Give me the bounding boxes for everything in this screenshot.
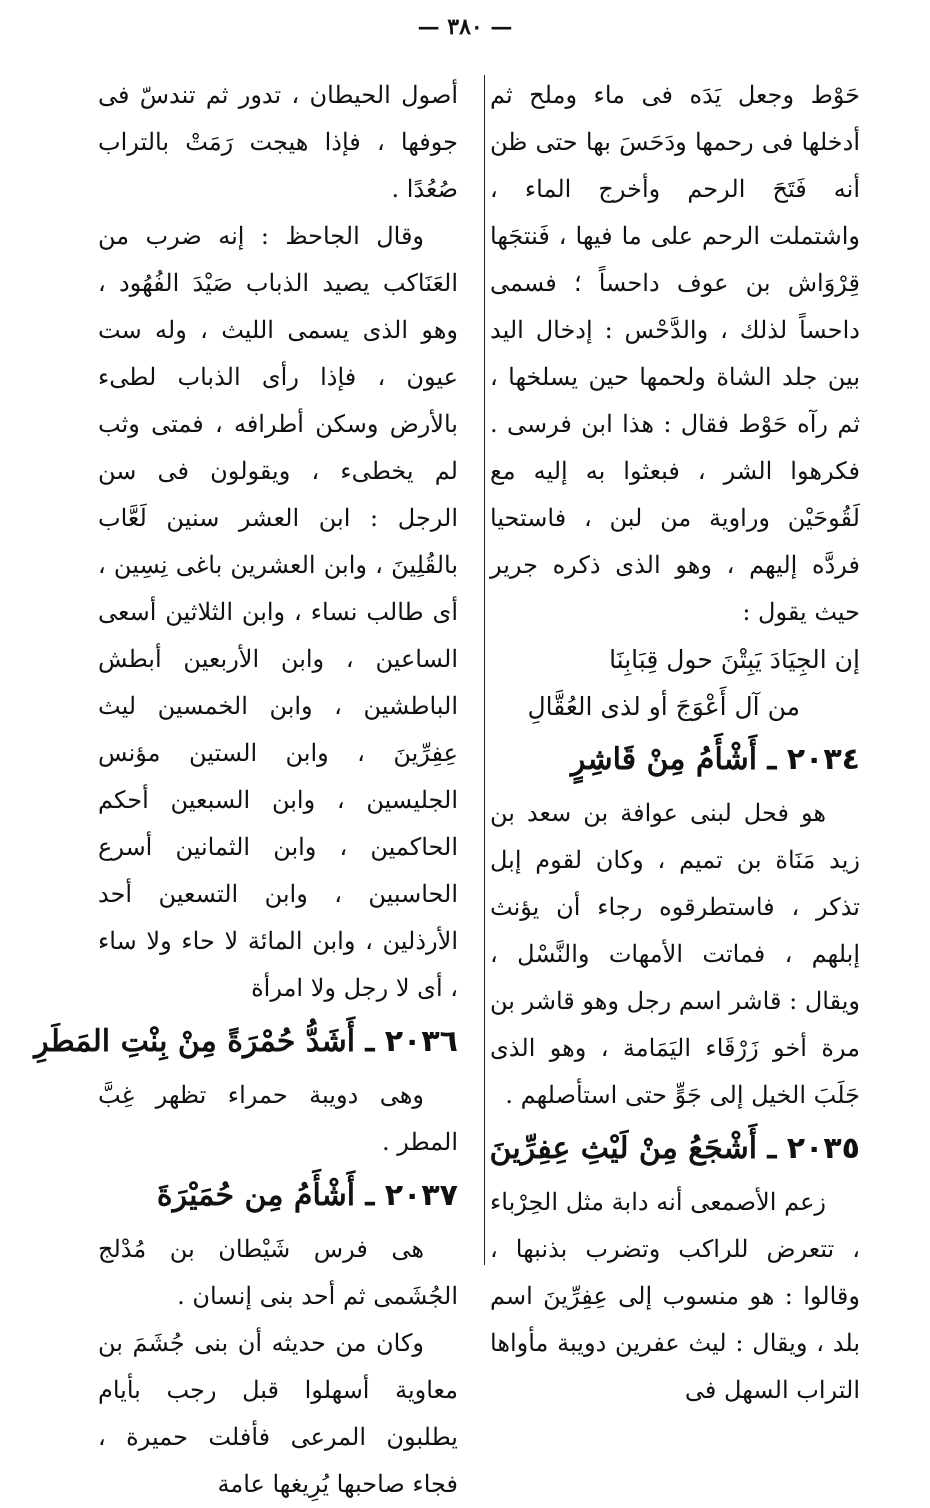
left-column [34,72,458,1508]
proverb-title: أَشَدُّ حُمْرَةً مِنْ بِنْتِ المَطَرِ [34,1024,356,1059]
heading-dash: ـ [355,1024,385,1059]
page-number: — ٣٨٠ — [417,14,513,40]
heading-dash: ـ [355,1178,385,1213]
body-paragraph: حَوْط وجعل يَدَه فى ماء وملح ثم أدخلها فى رحمها ودَحَسَ بها حتى ظن أنه فَتَحَ الرحم وأخرج الماء ، واشتملت الرحم على ما فيها ، فَنتجَها قِرْوَاش بن عوف داحساً ؛ فسمى داحساً لذلك ، والدَّحْس : إدخال اليد بين جلد الشاة ولحمها حين يسلخها ، ثم رآه حَوْط فقال : هذا ابن فرسى . فكرهوا الشر ، فبعثوا به إليه مع لَقُوحَيْن وراوية من لبن ، فاستحيا فردَّه إليهم ، وهو الذى ذكره جرير حيث يقول : [490,81,860,626]
column-divider [484,75,485,1265]
body-paragraph: زعم الأصمعى أنه دابة مثل الحِرْباء ، تتعرض للراكب وتضرب بذنبها ، وقالوا : هو منسوب إلى عِفِرِّينَ اسم بلد ، ويقال : ليث عفرين دويبة مأواها التراب السهل فى [490,1188,860,1404]
right-column [490,72,860,1414]
proverb-number: ٢٠٣٤ [786,742,860,777]
proverb-title: أَشْأَمُ مِنْ قَاشِرٍ [570,742,758,777]
body-paragraph: وكان من حديثه أن بنى جُشَمَ بن معاوية أسهلوا قبل رجب بأيام يطلبون المرعى فأفلت حميرة ، فجاء صاحبها يُرِيغها عامة [98,1329,458,1498]
body-paragraph: وقال الجاحظ : إنه ضرب من العَنَاكب يصيد الذباب صَيْدَ الفُهُود ، وهو الذى يسمى الليث ، وله ست عيون ، فإذا رأى الذباب لطىء بالأرض وسكن أطرافه ، فمتى وثب لم يخطىء ، ويقولون فى سن الرجل : ابن العشر سنين لَعَّاب بالقُلِينَ ، وابن العشرين باغى نِسِين ، أى طالب نساء ، وابن الثلاثين أسعى الساعين ، وابن الأربعين أبطش الباطشين ، وابن الخمسين ليث عِفِرِّينَ ، وابن الستين مؤنس الجليسين ، وابن السبعين أحكم الحاكمين ، وابن الثمانين أسرع الحاسبين ، وابن التسعين أحد الأرذلين ، وابن المائة لا حاء ولا ساء ، أى لا رجل ولا امرأة [98,222,458,1002]
poetry-verse: من آل أَعْوَجَ أو لذى العُقَّالِ [527,692,800,721]
poetry-verse: إن الجِيَادَ يَبِتْنَ حول قِبَابِنَا [609,645,860,674]
body-paragraph: هى فرس شَيْطان بن مُدْلج الجُشَمى ثم أحد بنى إنسان . [98,1235,458,1310]
proverb-heading [490,1123,860,1175]
body-paragraph: هو فحل لبنى عوافة بن سعد بن زيد مَنَاة بن تميم ، وكان لقوم إبل تذكر ، فاستطرقوه رجاء أن يؤنث إبلهم ، فماتت الأمهات والنَّسْل ، ويقال : قاشر اسم رجل وهو قاشر بن مرة أخو زَرْقَاء اليَمَامة ، وهو الذى جَلَبَ الخيل إلى جَوٍّ حتى استأصلهم . [490,799,860,1109]
proverb-heading [490,734,860,786]
heading-dash: ـ [757,742,787,777]
proverb-title: أَشْأَمُ مِن حُمَيْرَةَ [156,1178,356,1213]
proverb-number: ٢٠٣٦ [384,1024,458,1059]
proverb-heading [98,1170,458,1222]
proverb-title: أَشْجَعُ مِنْ لَيْثِ عِفِرِّينَ [489,1131,758,1166]
proverb-number: ٢٠٣٧ [384,1178,458,1213]
proverb-number: ٢٠٣٥ [786,1131,860,1166]
body-paragraph: أصول الحيطان ، تدور ثم تندسّ فى جوفها ، فإذا هيجت رَمَتْ بالتراب صُعُدًا . [98,81,458,203]
body-paragraph: وهى دويبة حمراء تظهر غِبَّ المطر . [98,1081,458,1156]
proverb-heading [34,1016,458,1068]
heading-dash: ـ [757,1131,787,1166]
